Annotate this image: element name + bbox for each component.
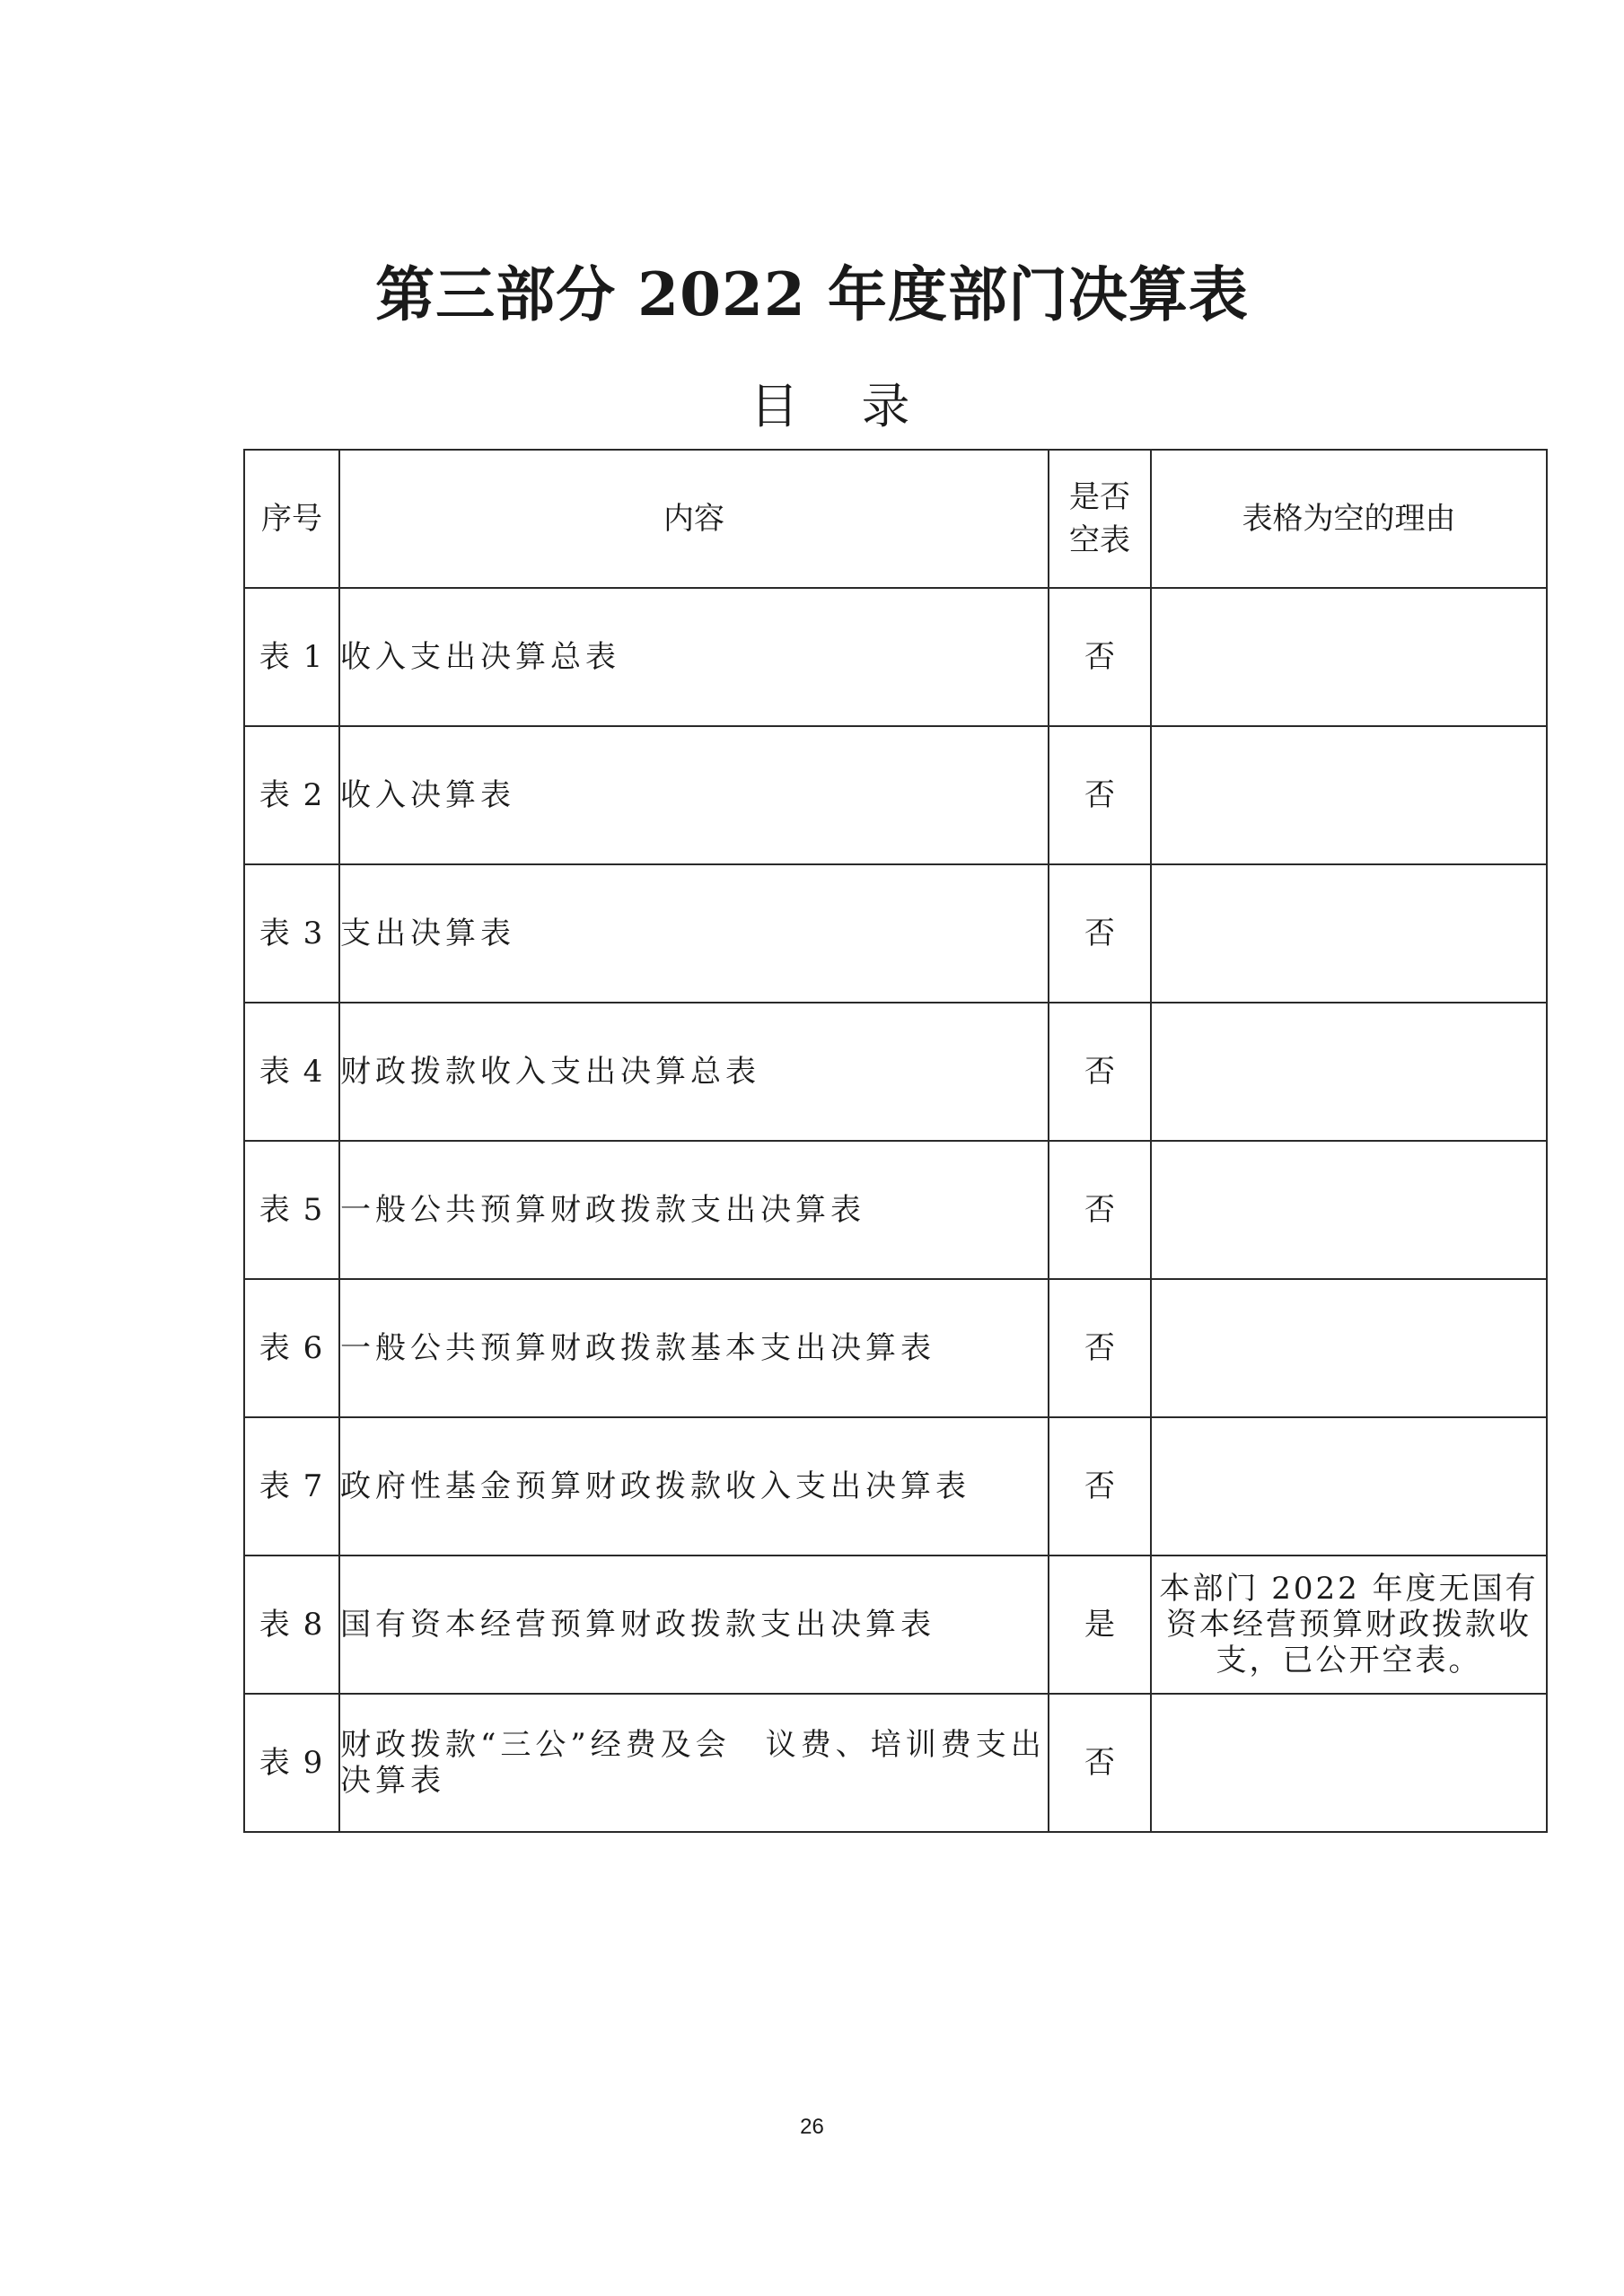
row-number: 表 9 (244, 1694, 339, 1832)
table-row (244, 1417, 1547, 1555)
page-title: 第三部分 2022 年度部门决算表 (375, 259, 1249, 329)
row-is-empty: 否 (1049, 1417, 1151, 1555)
row-content: 国有资本经营预算财政拨款支出决算表 (339, 1555, 1049, 1694)
row-number: 表 4 (244, 1003, 339, 1141)
header-no: 序号 (244, 450, 339, 588)
row-number: 表 3 (244, 864, 339, 1003)
row-is-empty: 否 (1049, 1694, 1151, 1832)
table-header-row (244, 450, 1547, 588)
row-is-empty: 否 (1049, 588, 1151, 726)
row-reason (1151, 1141, 1547, 1279)
row-number: 表 5 (244, 1141, 339, 1279)
row-content: 财政拨款“三公”经费及会 议费、培训费支出决算表 (339, 1694, 1049, 1832)
page-number: 26 (800, 2115, 824, 2139)
row-content: 支出决算表 (339, 864, 1049, 1003)
row-number: 表 2 (244, 726, 339, 864)
table-row (244, 726, 1547, 864)
row-is-empty: 否 (1049, 864, 1151, 1003)
header-content: 内容 (339, 450, 1049, 588)
row-reason (1151, 1417, 1547, 1555)
row-content: 政府性基金预算财政拨款收入支出决算表 (339, 1417, 1049, 1555)
row-is-empty: 是 (1049, 1555, 1151, 1694)
catalog-table (243, 449, 1548, 1833)
row-reason (1151, 1003, 1547, 1141)
row-number: 表 7 (244, 1417, 339, 1555)
row-is-empty: 否 (1049, 1003, 1151, 1141)
row-content: 财政拨款收入支出决算总表 (339, 1003, 1049, 1141)
toc-heading: 目录 (750, 378, 973, 434)
row-reason (1151, 864, 1547, 1003)
table-row (244, 1555, 1547, 1694)
row-is-empty: 否 (1049, 726, 1151, 864)
row-number: 表 8 (244, 1555, 339, 1694)
header-is-empty: 是否空表 (1049, 450, 1151, 588)
row-is-empty: 否 (1049, 1279, 1151, 1417)
row-content: 一般公共预算财政拨款支出决算表 (339, 1141, 1049, 1279)
row-reason (1151, 588, 1547, 726)
row-content: 收入支出决算总表 (339, 588, 1049, 726)
table-row (244, 864, 1547, 1003)
table-row (244, 588, 1547, 726)
table-row (244, 1141, 1547, 1279)
row-is-empty: 否 (1049, 1141, 1151, 1279)
row-reason (1151, 1694, 1547, 1832)
row-reason (1151, 726, 1547, 864)
table-row (244, 1003, 1547, 1141)
row-number: 表 6 (244, 1279, 339, 1417)
table-row (244, 1279, 1547, 1417)
row-content: 收入决算表 (339, 726, 1049, 864)
row-number: 表 1 (244, 588, 339, 726)
row-content: 一般公共预算财政拨款基本支出决算表 (339, 1279, 1049, 1417)
row-reason: 本部门 2022 年度无国有资本经营预算财政拨款收支，已公开空表。 (1151, 1555, 1547, 1694)
table-row (244, 1694, 1547, 1832)
header-reason: 表格为空的理由 (1151, 450, 1547, 588)
row-reason (1151, 1279, 1547, 1417)
